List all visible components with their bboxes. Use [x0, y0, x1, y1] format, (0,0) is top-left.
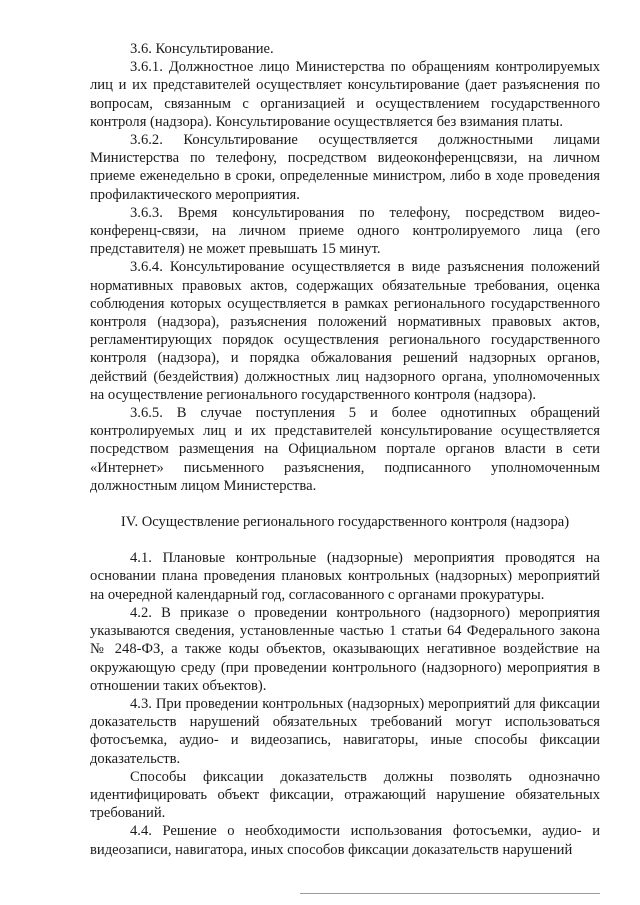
paragraph-3-6-2: 3.6.2. Консультирование осуществляется должностными лицами Министерства по телефону, посредством видеоконференцсвязи, на личном приеме еженедельно в сроки, определенные министром, либо в ходе проведения профилактического мероприятия. — [90, 132, 600, 203]
paragraph-4-2: 4.2. В приказе о проведении контрольного (надзорного) мероприятия указываются сведения, установленные частью 1 статьи 64 Федерального закона № 248-ФЗ, а также коды объектов, оказывающих негативное воздействие на окружающую среду (при проведении контрольного (надзорного) мероприятия в отношении таких объектов). — [90, 604, 600, 694]
paragraph-3-6: 3.6. Консультирование. — [130, 41, 274, 57]
section-heading: IV. Осуществление регионального государственного контроля (надзора) — [120, 514, 570, 531]
paragraph-4-3-fixation: Способы фиксации доказательств должны позволять однозначно идентифицировать объект фиксации, отражающий нарушение обязательных требований. — [90, 768, 600, 822]
paragraph-3-6-5: 3.6.5. В случае поступления 5 и более однотипных обращений контролируемых лиц и их представителей консультирование осуществляется посредством размещения на Официальном портале органов власти в сети «Интернет» письменного разъяснения, подписанного уполномоченным должностным лицом Министерства. — [90, 405, 600, 494]
paragraph-3-6-3: 3.6.3. Время консультирования по телефону, посредством видео-конференц-связи, на личном приеме одного контролируемого лица (его представителя) не может превышать 15 минут. — [90, 204, 600, 258]
paragraph-4-4: 4.4. Решение о необходимости использования фотосъемки, аудио- и видеозаписи, навигатора, иных способов фиксации доказательств нарушений — [90, 823, 600, 858]
paragraph-4-1: 4.1. Плановые контрольные (надзорные) мероприятия проводятся на основании плана проведения плановых контрольных (надзорных) мероприятий на очередной календарный год, согласованного с органами прокуратуры. — [90, 550, 600, 603]
paragraph-3-6-1: 3.6.1. Должностное лицо Министерства по обращениям контролируемых лиц и их представителей осуществляет консультирование (дает разъяснения по вопросам, связанным с организацией и осуществлением государственного контроля (надзора). Консультирование осуществляется без взимания платы. — [90, 59, 600, 130]
scan-edge-line — [300, 893, 600, 894]
paragraph-4-3: 4.3. При проведении контрольных (надзорных) мероприятий для фиксации доказательств нарушений обязательных требований могут использоваться фотосъемка, аудио- и видеозапись, навигаторы, иные способы фиксации доказательств. — [90, 695, 600, 767]
document-page — [90, 40, 600, 859]
paragraph-3-6-4: 3.6.4. Консультирование осуществляется в виде разъяснения положений нормативных правовых актов, содержащих обязательные требования, оценка соблюдения которых осуществляется в рамках регионального государственного контроля (надзора), разъяснения положений нормативных правовых актов, регламентирующих порядок осуществления регионального государственного контроля (надзора), и порядка обжалования решений надзорных органов, действий (бездействия) должностных лиц надзорного органа, уполномоченных на осуществление регионального государственного контроля (надзора). — [90, 259, 600, 403]
